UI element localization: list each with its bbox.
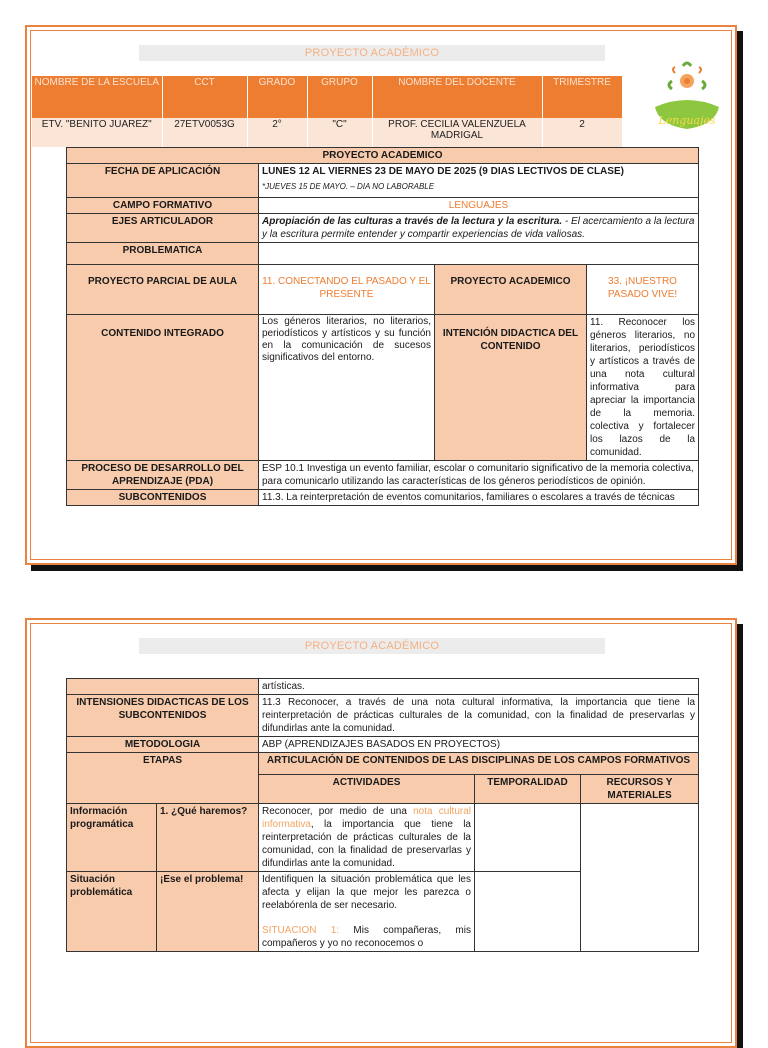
project-table [66,147,699,506]
temporalidad-2 [475,872,581,952]
proyecto-academico-value: 33. ¡NUESTRO PASADO VIVE! [587,265,699,315]
subcontenidos-label: SUBCONTENIDOS [67,490,259,506]
col-recursos: RECURSOS Y MATERIALES [581,775,699,804]
intensiones-value: 11.3 Reconocer, a través de una nota cultural informativa, la importancia que tiene la reinterpretación de prácticas culturales de la comunidad, con la finalidad de preservarlas y difundirlas ante la comunidad. [259,695,699,737]
intencion-value: 11. Reconocer los géneros literarios, no literarios, periodísticos y artísticos a través de una nota cultural informativa para apreciar la importancia de la memoria. colectiva y fortalecer los lazos de la comunidad. [587,315,699,461]
metodologia-label: METODOLOGIA [67,737,259,753]
subcontenidos-value: 11.3. La reinterpretación de eventos comunitarios, familiares o escolares a través de técnicas [259,490,699,506]
page-banner: PROYECTO ACADÉMICO [139,638,605,654]
lenguajes-logo [637,57,737,149]
contenido-label: CONTENIDO INTEGRADO [67,315,259,461]
header-label-escuela: NOMBRE DE LA ESCUELA [32,76,162,118]
recursos-1 [581,804,699,952]
articulacion-label: ARTICULACIÓN DE CONTENIDOS DE LAS DISCIPLINAS DE LOS CAMPOS FORMATIVOS [259,753,699,775]
ejes-label: EJES ARTICULADOR [67,214,259,243]
actividad-2 [259,872,475,952]
table-title: PROYECTO ACADEMICO [67,148,699,164]
proyecto-parcial-value: 11. CONECTANDO EL PASADO Y EL PRESENTE [259,265,435,315]
campo-value: LENGUAJES [259,198,699,214]
col-actividades: ACTIVIDADES [259,775,475,804]
intensiones-label: INTENSIONES DIDACTICAS DE LOS SUBCONTENIDOS [67,695,259,737]
header-label-grupo: GRUPO [307,76,372,118]
header-label-grado: GRADO [247,76,307,118]
ejes-rest: - El acercamiento a la lectura y la escritura permite entender y compartir experiencias de vida valiosas. [262,216,695,240]
col-temporalidad: TEMPORALIDAD [475,775,581,804]
continuation-text: artísticas. [259,679,699,695]
situacion-1-text: Mis compañeras, mis compañeros y yo no reconocemos o [262,925,471,949]
continuation-label [67,679,259,695]
document-page-1 [25,25,737,565]
school-header-table [32,76,623,147]
header-label-trimestre: TRIMESTRE [542,76,622,118]
header-value-escuela: ETV. "BENITO JUAREZ" [32,118,162,147]
fecha-value: LUNES 12 AL VIERNES 23 DE MAYO DE 2025 (9 DIAS LECTIVOS DE CLASE) [262,166,624,177]
actividad-2-text: Identifiquen la situación problemática que les afecta y elijan la que mejor les parezca o reelabórenla de ser necesario. [262,874,471,911]
header-value-grupo: "C" [307,118,372,147]
activities-table [66,678,699,952]
fecha-note: *JUEVES 15 DE MAYO. – DIA NO LABORABLE [262,182,435,191]
fecha-cell [259,164,699,198]
proyecto-parcial-label: PROYECTO PARCIAL DE AULA [67,265,259,315]
header-value-cct: 27ETV0053G [162,118,247,147]
actividad-1 [259,804,475,872]
problematica-value [259,243,699,265]
actividad-1-highlight: nota cultural informativa [262,806,471,830]
temporalidad-1 [475,804,581,872]
ejes-bold: Apropiación de las culturas a través de la lectura y la escritura. [262,216,563,227]
intencion-label: INTENCIÓN DIDACTICA DEL CONTENIDO [435,315,587,461]
actividad-1-post: , la importancia que tiene la reinterpretación de prácticas culturales de la comunidad, con la finalidad de preservarlas y difundirlas ante la comunidad. [262,819,471,869]
etapa-situacion-problematica: Situación problemática [67,872,157,952]
header-label-cct: CCT [162,76,247,118]
header-value-grado: 2° [247,118,307,147]
ejes-cell [259,214,699,243]
logo-text: Lenguajes [658,114,716,127]
header-label-docente: NOMBRE DEL DOCENTE [372,76,542,118]
etapa-info-programatica: Información programática [67,804,157,872]
fecha-label: FECHA DE APLICACIÓN [67,164,259,198]
campo-label: CAMPO FORMATIVO [67,198,259,214]
header-value-docente: PROF. CECILIA VALENZUELA MADRIGAL [372,118,542,147]
pda-label: PROCESO DE DESARROLLO DEL APRENDIZAJE (PDA) [67,461,259,490]
proyecto-academico-label: PROYECTO ACADEMICO [435,265,587,315]
actividad-1-pre: Reconocer, por medio de una [262,806,414,817]
document-page-2 [25,618,737,1048]
etapas-label: ETAPAS [67,753,259,804]
contenido-value: Los géneros literarios, no literarios, periodísticos y artísticos y su función en la comunicación de sucesos significativos del entorno. [259,315,435,461]
page-banner: PROYECTO ACADÉMICO [139,45,605,61]
problematica-label: PROBLEMATICA [67,243,259,265]
pregunta-ese-el-problema: ¡Ese el problema! [157,872,259,952]
situacion-1-label: SITUACION 1: [262,925,340,936]
metodologia-value: ABP (APRENDIZAJES BASADOS EN PROYECTOS) [259,737,699,753]
header-value-trimestre: 2 [542,118,622,147]
pda-value: ESP 10.1 Investiga un evento familiar, escolar o comunitario significativo de la memoria colectiva, para comunicarlo utilizando las características de los géneros periodísticos de opinión. [259,461,699,490]
pregunta-que-haremos: 1. ¿Qué haremos? [157,804,259,872]
